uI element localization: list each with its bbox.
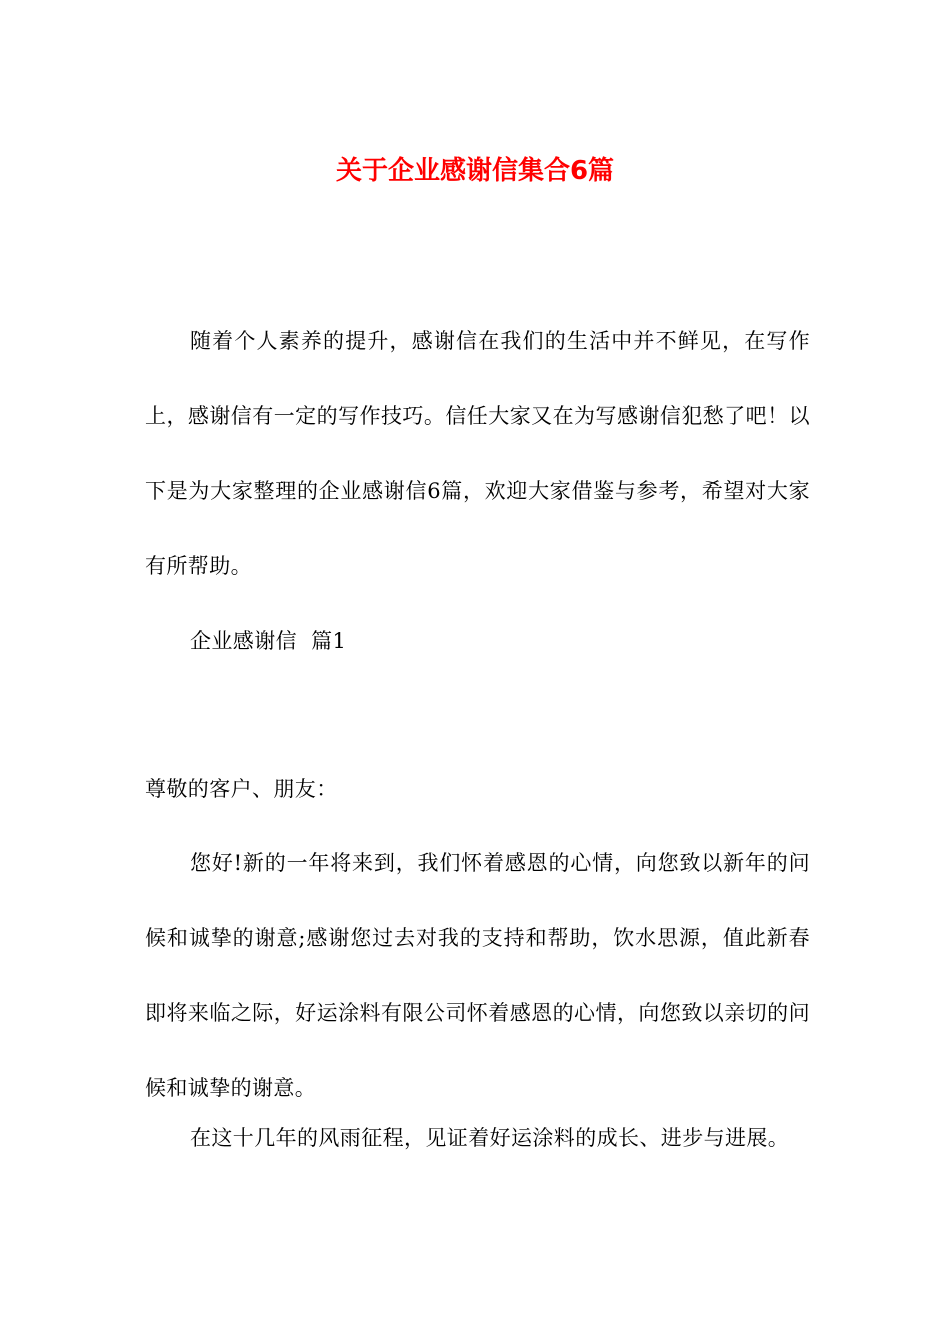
letter-body-paragraph-2: 在这十几年的风雨征程，见证着好运涂料的成长、进步与进展。 (190, 1126, 790, 1150)
section-heading: 企业感谢信 篇1 (190, 629, 347, 653)
letter-greeting: 尊敬的客户、朋友： (145, 777, 338, 801)
intro-paragraph: 随着个人素养的提升，感谢信在我们的生活中并不鲜见，在写作上，感谢信有一定的写作技巧。信任大家又在为写感谢信犯愁了吧！以下是为大家整理的企业感谢信6篇，欢迎大家借鉴与参考，希望对大家有所帮助。 (145, 329, 810, 578)
document-title: 关于企业感谢信集合6篇 (335, 156, 615, 187)
letter-body-paragraph-1: 您好!新的一年将来到，我们怀着感恩的心情，向您致以新年的问候和诚挚的谢意;感谢您过去对我的支持和帮助，饮水思源，值此新春即将来临之际，好运涂料有限公司怀着感恩的心情，向您致以亲切的问候和诚挚的谢意。 (145, 851, 810, 1100)
